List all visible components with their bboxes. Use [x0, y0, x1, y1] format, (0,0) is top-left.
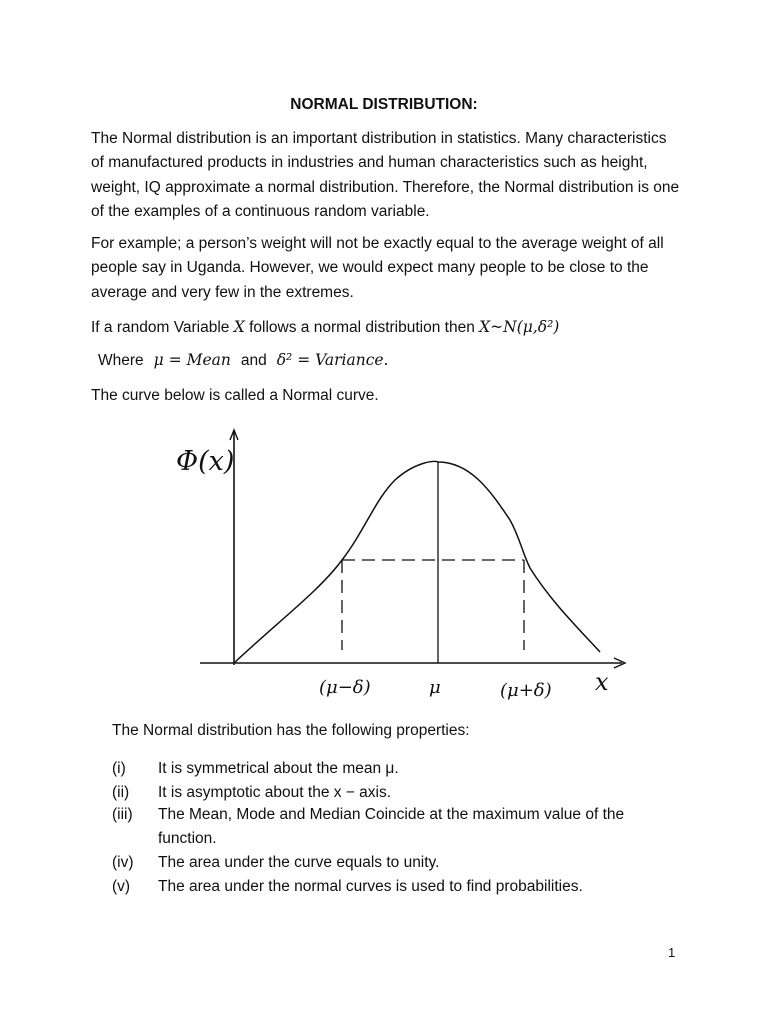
random-variable: X: [233, 318, 245, 336]
mean-formula: μ = Mean: [153, 351, 231, 369]
normal-curve-figure: [170, 420, 640, 715]
property-text: The area under the curve equals to unity.: [158, 854, 440, 871]
tick-label-mu-minus-delta: (μ−δ): [319, 677, 371, 698]
property-number: (ii): [112, 784, 130, 801]
variance-formula: δ² = Variance.: [276, 351, 389, 369]
property-number: (i): [112, 760, 126, 777]
where-label: Where: [98, 352, 144, 369]
intro-paragraph: The Normal distribution is an important distribution in statistics. Many characteristics of manufactured products in industries and human characteristics such as height, weight, IQ approximate a normal distribution. Therefore, the Normal distribution is one of the examples of a continuous random variable.: [91, 130, 680, 220]
and-label: and: [240, 352, 267, 369]
x-axis-label: x: [595, 668, 609, 696]
properties-heading: The Normal distribution has the following properties:: [112, 722, 470, 739]
y-axis-label: Φ(x): [176, 446, 235, 477]
property-number: (v): [112, 878, 131, 895]
distribution-formula: X~N(μ,δ²): [479, 318, 560, 336]
tick-label-mu: μ: [429, 677, 441, 698]
definition-paragraph: [91, 315, 681, 340]
definition-text: If a random Variable: [91, 319, 234, 336]
definition-text-mid: follows a normal distribution then: [244, 319, 480, 336]
page-title: NORMAL DISTRIBUTION:: [290, 96, 478, 113]
where-line: [98, 348, 688, 373]
example-paragraph: For example; a person’s weight will not be exactly equal to the average weight of all people say in Uganda. However, we would expect many people to be close to the average and very few in the extremes.: [91, 235, 664, 301]
property-number: (iv): [112, 854, 134, 871]
property-text: The Mean, Mode and Median Coincide at the maximum value of the function.: [158, 806, 625, 847]
property-number: (iii): [112, 806, 133, 823]
curve-caption: The curve below is called a Normal curve.: [91, 387, 379, 404]
property-text: It is asymptotic about the x − axis.: [158, 784, 392, 801]
property-text: It is symmetrical about the mean μ.: [158, 760, 399, 777]
property-text: The area under the normal curves is used to find probabilities.: [158, 878, 583, 895]
normal-curve: [234, 461, 600, 663]
tick-label-mu-plus-delta: (μ+δ): [500, 680, 552, 701]
page-number: 1: [668, 945, 676, 960]
